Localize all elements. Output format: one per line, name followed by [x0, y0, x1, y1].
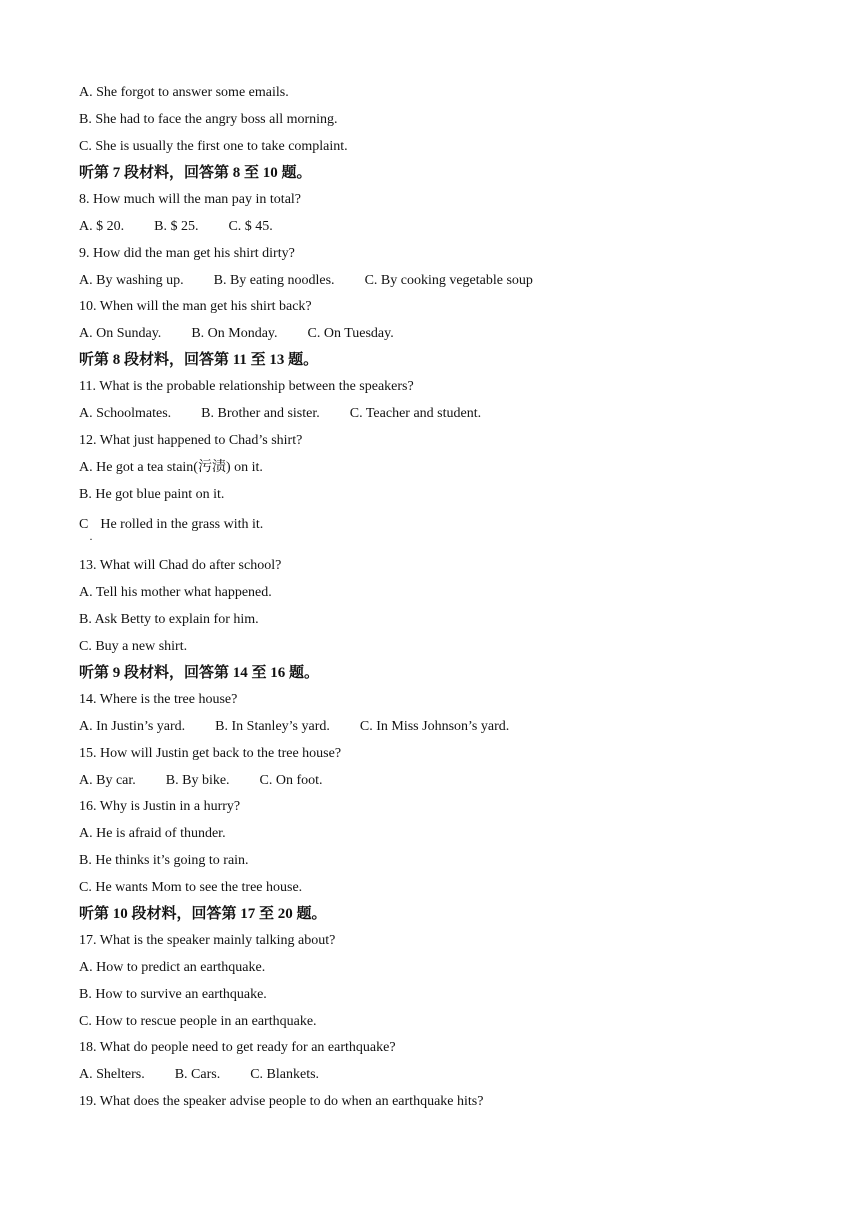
option-line: B. She had to face the angry boss all morning.: [79, 112, 338, 127]
question-11-options: [79, 405, 481, 423]
question-15-options: [79, 772, 323, 790]
option-b: B. By bike.: [165, 773, 230, 788]
option-line: C. How to rescue people in an earthquake.: [79, 1014, 317, 1029]
question-14-options: [79, 718, 509, 736]
section-heading: 听第 9 段材料，回答第 14 至 16 题。: [79, 665, 320, 681]
option-c: C. $ 45.: [228, 219, 273, 234]
option-line: B. He thinks it’s going to rain.: [79, 853, 249, 868]
option-c: C. Teacher and student.: [349, 406, 482, 421]
option-b: B. By eating noodles.: [213, 273, 335, 288]
question-15: 15. How will Justin get back to the tree house?: [79, 746, 342, 761]
option-a: A. On Sunday.: [79, 326, 162, 341]
section-heading: 听第 8 段材料，回答第 11 至 13 题。: [79, 352, 319, 368]
option-line: A. How to predict an earthquake.: [79, 960, 266, 975]
option-line: C. He wants Mom to see the tree house.: [79, 880, 303, 895]
question-13: 13. What will Chad do after school?: [79, 558, 282, 573]
option-c: C. On foot.: [259, 773, 323, 788]
option-b: B. Brother and sister.: [201, 406, 320, 421]
option-line: A. He is afraid of thunder.: [79, 826, 226, 841]
option-line: B. Ask Betty to explain for him.: [79, 612, 259, 627]
option-line: B. How to survive an earthquake.: [79, 987, 267, 1002]
question-10: 10. When will the man get his shirt back?: [79, 299, 312, 314]
question-9-options: [79, 272, 533, 290]
option-c: C. In Miss Johnson’s yard.: [359, 719, 510, 734]
question-12: 12. What just happened to Chad’s shirt?: [79, 433, 303, 448]
option-a: A. By car.: [79, 773, 136, 788]
option-b: B. Cars.: [174, 1067, 221, 1082]
option-letter: C: [79, 517, 89, 532]
stray-dot: ·: [89, 532, 93, 546]
option-c: C. On Tuesday.: [307, 326, 394, 341]
option-a: A. Schoolmates.: [79, 406, 172, 421]
question-18-options: [79, 1066, 319, 1084]
option-line: C. Buy a new shirt.: [79, 639, 188, 654]
question-16: 16. Why is Justin in a hurry?: [79, 799, 241, 814]
option-a: A. $ 20.: [79, 219, 125, 234]
question-14: 14. Where is the tree house?: [79, 692, 238, 707]
question-9: 9. How did the man get his shirt dirty?: [79, 246, 295, 261]
option-line: A. She forgot to answer some emails.: [79, 85, 289, 100]
question-8: 8. How much will the man pay in total?: [79, 192, 302, 207]
option-line: B. He got blue paint on it.: [79, 487, 225, 502]
section-heading: 听第 7 段材料，回答第 8 至 10 题。: [79, 165, 312, 181]
option-c: C. By cooking vegetable soup: [364, 273, 533, 288]
question-8-options: [79, 218, 273, 236]
option-b: B. $ 25.: [154, 219, 199, 234]
option-a: A. In Justin’s yard.: [79, 719, 186, 734]
option-line: C. She is usually the first one to take complaint.: [79, 139, 348, 154]
option-c: C. Blankets.: [250, 1067, 320, 1082]
option-b: B. In Stanley’s yard.: [215, 719, 330, 734]
question-19: 19. What does the speaker advise people to do when an earthquake hits?: [79, 1094, 484, 1109]
option-b: B. On Monday.: [191, 326, 278, 341]
question-10-options: [79, 325, 394, 343]
question-17: 17. What is the speaker mainly talking about?: [79, 933, 336, 948]
option-line: [79, 516, 263, 534]
section-heading: 听第 10 段材料，回答第 17 至 20 题。: [79, 906, 327, 922]
option-text: He rolled in the grass with it.: [100, 517, 264, 532]
option-line: A. Tell his mother what happened.: [79, 585, 272, 600]
option-a: A. By washing up.: [79, 273, 184, 288]
question-11: 11. What is the probable relationship between the speakers?: [79, 379, 414, 394]
option-line: A. He got a tea stain(污渍) on it.: [79, 460, 263, 475]
question-18: 18. What do people need to get ready for an earthquake?: [79, 1040, 396, 1055]
option-a: A. Shelters.: [79, 1067, 145, 1082]
